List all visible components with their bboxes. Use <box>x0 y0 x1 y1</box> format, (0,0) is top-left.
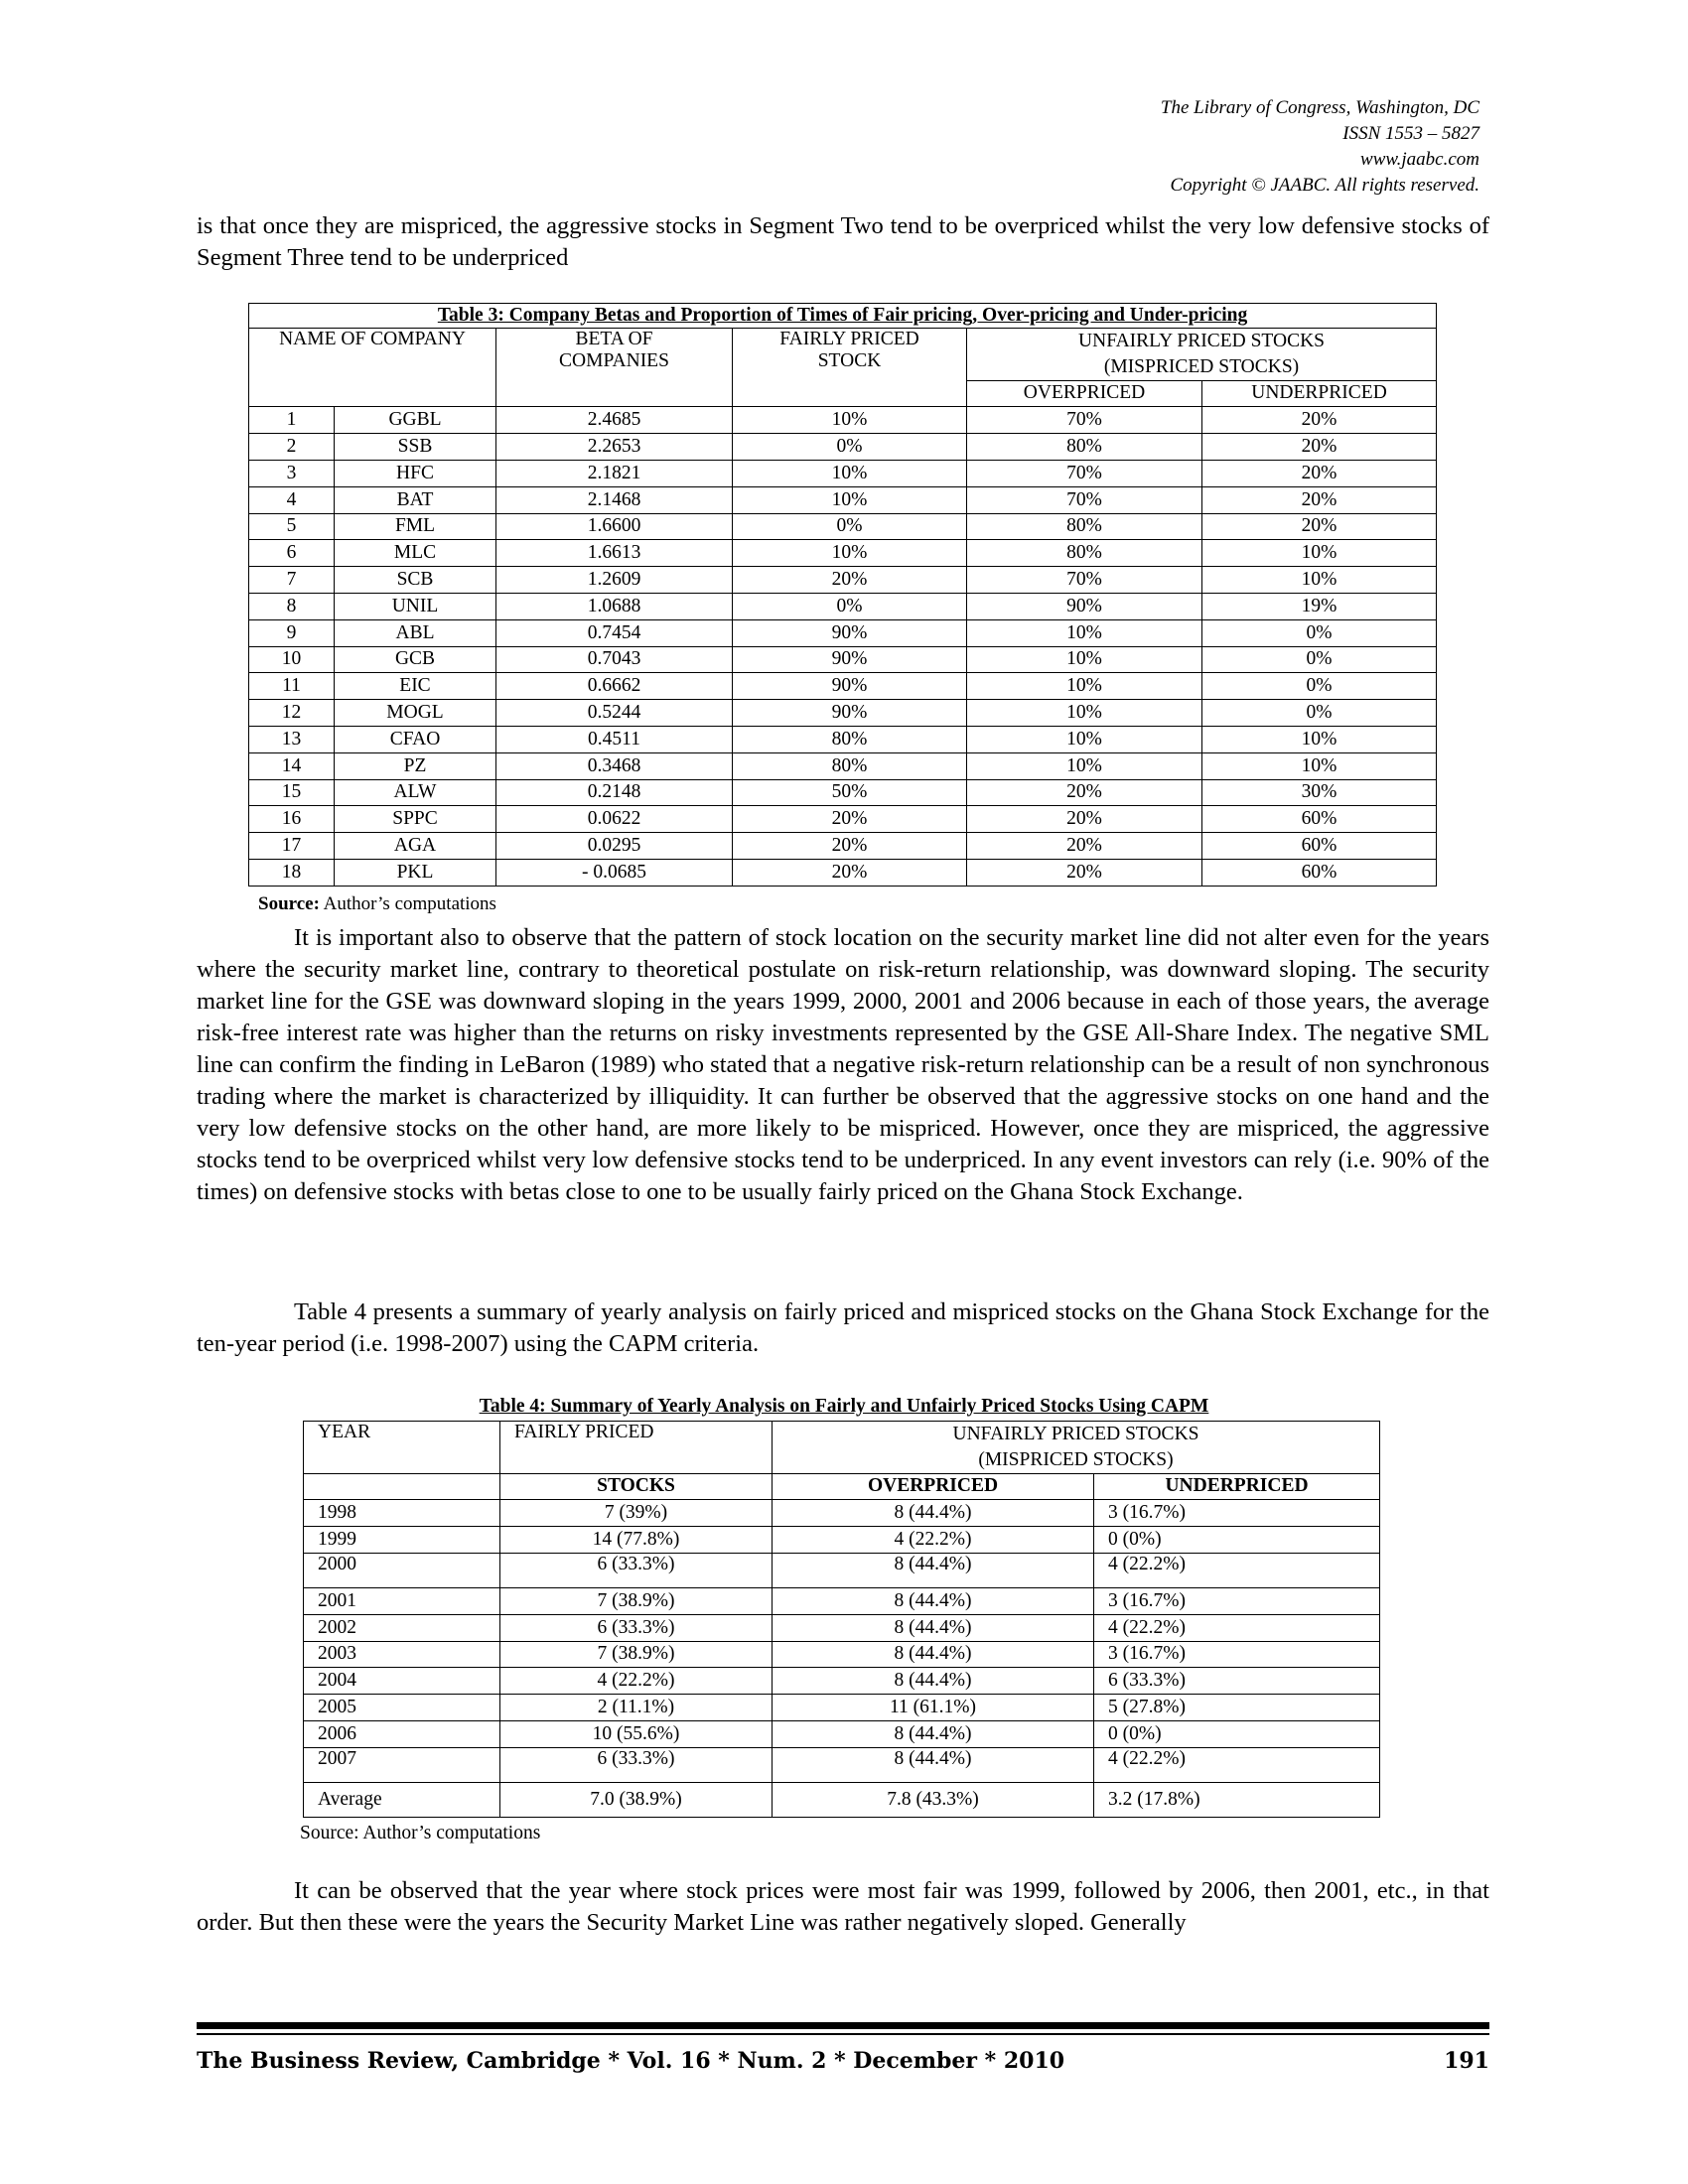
row-number: 17 <box>249 833 335 860</box>
beta-value: 0.5244 <box>496 700 733 727</box>
intro-paragraph: is that once they are mispriced, the aggressive stocks in Segment Two tend to be overpriced whilst the very low defensive stocks of Segment Three tend to be underpriced <box>197 212 1489 271</box>
company-name: PKL <box>335 859 496 886</box>
row-number: 2 <box>249 434 335 461</box>
under-pct: 30% <box>1202 779 1437 806</box>
over-pct: 70% <box>967 567 1202 594</box>
journal-header <box>1161 95 1479 199</box>
footer-rule <box>197 2022 1489 2029</box>
company-name: GGBL <box>335 407 496 434</box>
under-pct: 20% <box>1202 513 1437 540</box>
table-row <box>249 700 1437 727</box>
year-cell: 2000 <box>304 1553 500 1587</box>
table-row <box>249 673 1437 700</box>
fair-pct: 20% <box>733 567 967 594</box>
fair-pct: 0% <box>733 434 967 461</box>
over-cell: 8 (44.4%) <box>773 1500 1094 1527</box>
under-pct: 20% <box>1202 460 1437 486</box>
row-number: 8 <box>249 593 335 619</box>
fair-cell: 7 (39%) <box>500 1500 773 1527</box>
company-name: HFC <box>335 460 496 486</box>
footer-rule <box>197 2033 1489 2035</box>
over-cell: 4 (22.2%) <box>773 1527 1094 1554</box>
over-pct: 10% <box>967 700 1202 727</box>
under-pct: 10% <box>1202 540 1437 567</box>
column-header-line: STOCK <box>817 350 882 371</box>
under-pct: 60% <box>1202 806 1437 833</box>
row-number: 16 <box>249 806 335 833</box>
column-header-line: BETA OF <box>575 329 653 349</box>
page-number: 191 <box>1444 2048 1489 2074</box>
table-row <box>304 1587 1380 1614</box>
column-header: UNDERPRICED <box>1202 380 1437 407</box>
column-header <box>496 329 733 407</box>
beta-value: 0.2148 <box>496 779 733 806</box>
year-cell: Average <box>304 1782 500 1817</box>
row-number: 18 <box>249 859 335 886</box>
beta-value: 0.4511 <box>496 726 733 752</box>
column-header: UNFAIRLY PRICED STOCKS <box>773 1422 1380 1447</box>
under-cell: 3 (16.7%) <box>1094 1587 1380 1614</box>
beta-value: 0.7043 <box>496 646 733 673</box>
beta-value: 2.1468 <box>496 486 733 513</box>
under-cell: 6 (33.3%) <box>1094 1668 1380 1695</box>
row-number: 13 <box>249 726 335 752</box>
empty-header-cell <box>304 1473 500 1500</box>
table-4 <box>303 1421 1380 1818</box>
table-row <box>249 540 1437 567</box>
table-row <box>249 833 1437 860</box>
column-header: FAIRLY PRICED <box>500 1422 773 1474</box>
table-row <box>304 1782 1380 1817</box>
under-pct: 60% <box>1202 859 1437 886</box>
under-pct: 0% <box>1202 673 1437 700</box>
body-paragraph: It can be observed that the year where stock prices were most fair was 1999, followed by 2006, then 2001, etc., in that order. But then these were the years the Security Market Line was rather negatively sloped. Generally <box>197 1877 1489 1936</box>
table-row <box>304 1500 1380 1527</box>
table-row <box>249 779 1437 806</box>
under-cell: 3 (16.7%) <box>1094 1500 1380 1527</box>
table-row <box>304 1527 1380 1554</box>
year-cell: 2004 <box>304 1668 500 1695</box>
source-text: Author’s computations <box>319 893 496 914</box>
source-label: Source: <box>258 893 320 914</box>
table-row <box>249 646 1437 673</box>
header-line: www.jaabc.com <box>1360 149 1479 170</box>
table-row <box>249 460 1437 486</box>
fair-cell: 4 (22.2%) <box>500 1668 773 1695</box>
column-header: UNDERPRICED <box>1094 1473 1380 1500</box>
fair-pct: 80% <box>733 752 967 779</box>
row-number: 5 <box>249 513 335 540</box>
over-cell: 8 (44.4%) <box>773 1641 1094 1668</box>
beta-value: - 0.0685 <box>496 859 733 886</box>
under-pct: 20% <box>1202 434 1437 461</box>
under-pct: 10% <box>1202 726 1437 752</box>
fair-cell: 7 (38.9%) <box>500 1587 773 1614</box>
fair-cell: 7 (38.9%) <box>500 1641 773 1668</box>
column-header-line: FAIRLY PRICED <box>779 329 919 349</box>
company-name: ALW <box>335 779 496 806</box>
column-header: NAME OF COMPANY <box>249 329 496 407</box>
table-row <box>304 1720 1380 1747</box>
under-pct: 20% <box>1202 486 1437 513</box>
over-pct: 70% <box>967 460 1202 486</box>
company-name: SCB <box>335 567 496 594</box>
table-row <box>304 1747 1380 1782</box>
body-paragraph: It is important also to observe that the pattern of stock location on the security market line did not alter even for the years where the security market line, contrary to theoretical postulate on risk-return relationship, was downward sloping. The security market line for the GSE was downward sloping in the years 1999, 2000, 2001 and 2006 because in each of those years, the average risk-free interest rate was higher than the returns on risky investments represented by the GSE All-Share Index. The negative SML line can confirm the finding in LeBaron (1989) who stated that a negative risk-return relationship can be a result of non synchronous trading where the market is characterized by illiquidity. It can further be observed that the aggressive stocks on one hand and the very low defensive stocks on the other hand, are more likely to be mispriced. However, once they are mispriced, the aggressive stocks tend to be overpriced whilst very low defensive stocks tend to be underpriced. In any event investors can rely (i.e. 90% of the times) on defensive stocks with betas close to one to be usually fairly priced on the Ghana Stock Exchange. <box>197 924 1489 1205</box>
fair-pct: 80% <box>733 726 967 752</box>
fair-cell: 10 (55.6%) <box>500 1720 773 1747</box>
row-number: 3 <box>249 460 335 486</box>
beta-value: 2.2653 <box>496 434 733 461</box>
column-header: YEAR <box>304 1422 500 1474</box>
under-cell: 4 (22.2%) <box>1094 1747 1380 1782</box>
row-number: 7 <box>249 567 335 594</box>
beta-value: 0.7454 <box>496 619 733 646</box>
company-name: GCB <box>335 646 496 673</box>
table-row <box>249 859 1437 886</box>
under-pct: 0% <box>1202 619 1437 646</box>
over-cell: 11 (61.1%) <box>773 1695 1094 1721</box>
column-header: (MISPRICED STOCKS) <box>967 354 1437 380</box>
beta-value: 0.0295 <box>496 833 733 860</box>
company-name: SSB <box>335 434 496 461</box>
table-row <box>304 1668 1380 1695</box>
under-cell: 0 (0%) <box>1094 1720 1380 1747</box>
year-cell: 2006 <box>304 1720 500 1747</box>
column-header: OVERPRICED <box>967 380 1202 407</box>
header-line: The Library of Congress, Washington, DC <box>1160 97 1479 118</box>
over-pct: 90% <box>967 593 1202 619</box>
over-pct: 20% <box>967 779 1202 806</box>
fair-pct: 0% <box>733 513 967 540</box>
over-cell: 7.8 (43.3%) <box>773 1782 1094 1817</box>
table-row <box>304 1553 1380 1587</box>
table-3-body <box>249 407 1437 886</box>
fair-pct: 10% <box>733 486 967 513</box>
table-row <box>249 434 1437 461</box>
over-pct: 10% <box>967 752 1202 779</box>
under-pct: 0% <box>1202 700 1437 727</box>
over-pct: 70% <box>967 407 1202 434</box>
under-pct: 60% <box>1202 833 1437 860</box>
row-number: 11 <box>249 673 335 700</box>
column-header: (MISPRICED STOCKS) <box>773 1447 1380 1473</box>
company-name: CFAO <box>335 726 496 752</box>
table-3-source <box>258 893 496 915</box>
over-cell: 8 (44.4%) <box>773 1720 1094 1747</box>
fair-cell: 6 (33.3%) <box>500 1553 773 1587</box>
fair-cell: 14 (77.8%) <box>500 1527 773 1554</box>
under-cell: 3.2 (17.8%) <box>1094 1782 1380 1817</box>
under-cell: 4 (22.2%) <box>1094 1614 1380 1641</box>
column-header: UNFAIRLY PRICED STOCKS <box>967 329 1437 354</box>
company-name: PZ <box>335 752 496 779</box>
year-cell: 1999 <box>304 1527 500 1554</box>
header-line: ISSN 1553 – 5827 <box>1342 123 1479 144</box>
year-cell: 2003 <box>304 1641 500 1668</box>
table-4-source: Source: Author’s computations <box>300 1823 541 1843</box>
over-pct: 20% <box>967 859 1202 886</box>
table-row <box>249 593 1437 619</box>
fair-pct: 10% <box>733 460 967 486</box>
header-line: Copyright © JAABC. All rights reserved. <box>1170 175 1479 196</box>
fair-pct: 90% <box>733 673 967 700</box>
table-row <box>249 407 1437 434</box>
company-name: MOGL <box>335 700 496 727</box>
fair-pct: 10% <box>733 540 967 567</box>
fair-pct: 20% <box>733 833 967 860</box>
over-cell: 8 (44.4%) <box>773 1614 1094 1641</box>
table-row <box>249 752 1437 779</box>
year-cell: 2005 <box>304 1695 500 1721</box>
over-pct: 20% <box>967 806 1202 833</box>
year-cell: 2001 <box>304 1587 500 1614</box>
fair-cell: 7.0 (38.9%) <box>500 1782 773 1817</box>
beta-value: 0.0622 <box>496 806 733 833</box>
beta-value: 1.6613 <box>496 540 733 567</box>
fair-cell: 2 (11.1%) <box>500 1695 773 1721</box>
table-caption: Table 3: Company Betas and Proportion of Times of Fair pricing, Over-pricing and Under-pricing <box>249 304 1437 329</box>
year-cell: 2007 <box>304 1747 500 1782</box>
fair-cell: 6 (33.3%) <box>500 1614 773 1641</box>
row-number: 10 <box>249 646 335 673</box>
over-cell: 8 (44.4%) <box>773 1587 1094 1614</box>
over-pct: 80% <box>967 540 1202 567</box>
fair-pct: 90% <box>733 646 967 673</box>
row-number: 14 <box>249 752 335 779</box>
footer-journal: The Business Review, Cambridge * Vol. 16 * Num. 2 * December * 2010 <box>197 2048 1065 2074</box>
fair-cell: 6 (33.3%) <box>500 1747 773 1782</box>
table-row <box>304 1614 1380 1641</box>
fair-pct: 20% <box>733 806 967 833</box>
row-number: 9 <box>249 619 335 646</box>
company-name: FML <box>335 513 496 540</box>
under-pct: 20% <box>1202 407 1437 434</box>
company-name: SPPC <box>335 806 496 833</box>
beta-value: 1.2609 <box>496 567 733 594</box>
year-cell: 1998 <box>304 1500 500 1527</box>
beta-value: 2.4685 <box>496 407 733 434</box>
fair-pct: 0% <box>733 593 967 619</box>
fair-pct: 90% <box>733 619 967 646</box>
over-pct: 80% <box>967 513 1202 540</box>
over-cell: 8 (44.4%) <box>773 1668 1094 1695</box>
over-pct: 70% <box>967 486 1202 513</box>
column-header: STOCKS <box>500 1473 773 1500</box>
over-pct: 10% <box>967 619 1202 646</box>
under-cell: 5 (27.8%) <box>1094 1695 1380 1721</box>
over-pct: 10% <box>967 673 1202 700</box>
fair-pct: 50% <box>733 779 967 806</box>
under-pct: 10% <box>1202 567 1437 594</box>
table-row <box>249 513 1437 540</box>
company-name: ABL <box>335 619 496 646</box>
under-pct: 0% <box>1202 646 1437 673</box>
beta-value: 1.6600 <box>496 513 733 540</box>
table-4-body <box>304 1500 1380 1817</box>
table-row <box>249 726 1437 752</box>
column-header <box>733 329 967 407</box>
row-number: 4 <box>249 486 335 513</box>
table-row <box>304 1641 1380 1668</box>
over-cell: 8 (44.4%) <box>773 1553 1094 1587</box>
fair-pct: 20% <box>733 859 967 886</box>
beta-value: 2.1821 <box>496 460 733 486</box>
company-name: UNIL <box>335 593 496 619</box>
under-pct: 19% <box>1202 593 1437 619</box>
over-cell: 8 (44.4%) <box>773 1747 1094 1782</box>
table-row <box>249 486 1437 513</box>
body-paragraph: Table 4 presents a summary of yearly analysis on fairly priced and mispriced stocks on the Ghana Stock Exchange for the ten-year period (i.e. 1998-2007) using the CAPM criteria. <box>197 1298 1489 1357</box>
row-number: 6 <box>249 540 335 567</box>
beta-value: 0.3468 <box>496 752 733 779</box>
company-name: AGA <box>335 833 496 860</box>
table-3 <box>248 303 1437 887</box>
under-cell: 0 (0%) <box>1094 1527 1380 1554</box>
beta-value: 1.0688 <box>496 593 733 619</box>
table-4-caption: Table 4: Summary of Yearly Analysis on Fairly and Unfairly Priced Stocks Using CAPM <box>479 1396 1209 1417</box>
row-number: 12 <box>249 700 335 727</box>
beta-value: 0.6662 <box>496 673 733 700</box>
company-name: BAT <box>335 486 496 513</box>
under-cell: 3 (16.7%) <box>1094 1641 1380 1668</box>
table-row <box>249 567 1437 594</box>
company-name: EIC <box>335 673 496 700</box>
company-name: MLC <box>335 540 496 567</box>
table-row <box>304 1695 1380 1721</box>
over-pct: 80% <box>967 434 1202 461</box>
table-row <box>249 619 1437 646</box>
row-number: 15 <box>249 779 335 806</box>
year-cell: 2002 <box>304 1614 500 1641</box>
fair-pct: 90% <box>733 700 967 727</box>
under-cell: 4 (22.2%) <box>1094 1553 1380 1587</box>
over-pct: 20% <box>967 833 1202 860</box>
row-number: 1 <box>249 407 335 434</box>
table-row <box>249 806 1437 833</box>
under-pct: 10% <box>1202 752 1437 779</box>
over-pct: 10% <box>967 726 1202 752</box>
fair-pct: 10% <box>733 407 967 434</box>
column-header-line: COMPANIES <box>559 350 669 371</box>
column-header: OVERPRICED <box>773 1473 1094 1500</box>
over-pct: 10% <box>967 646 1202 673</box>
